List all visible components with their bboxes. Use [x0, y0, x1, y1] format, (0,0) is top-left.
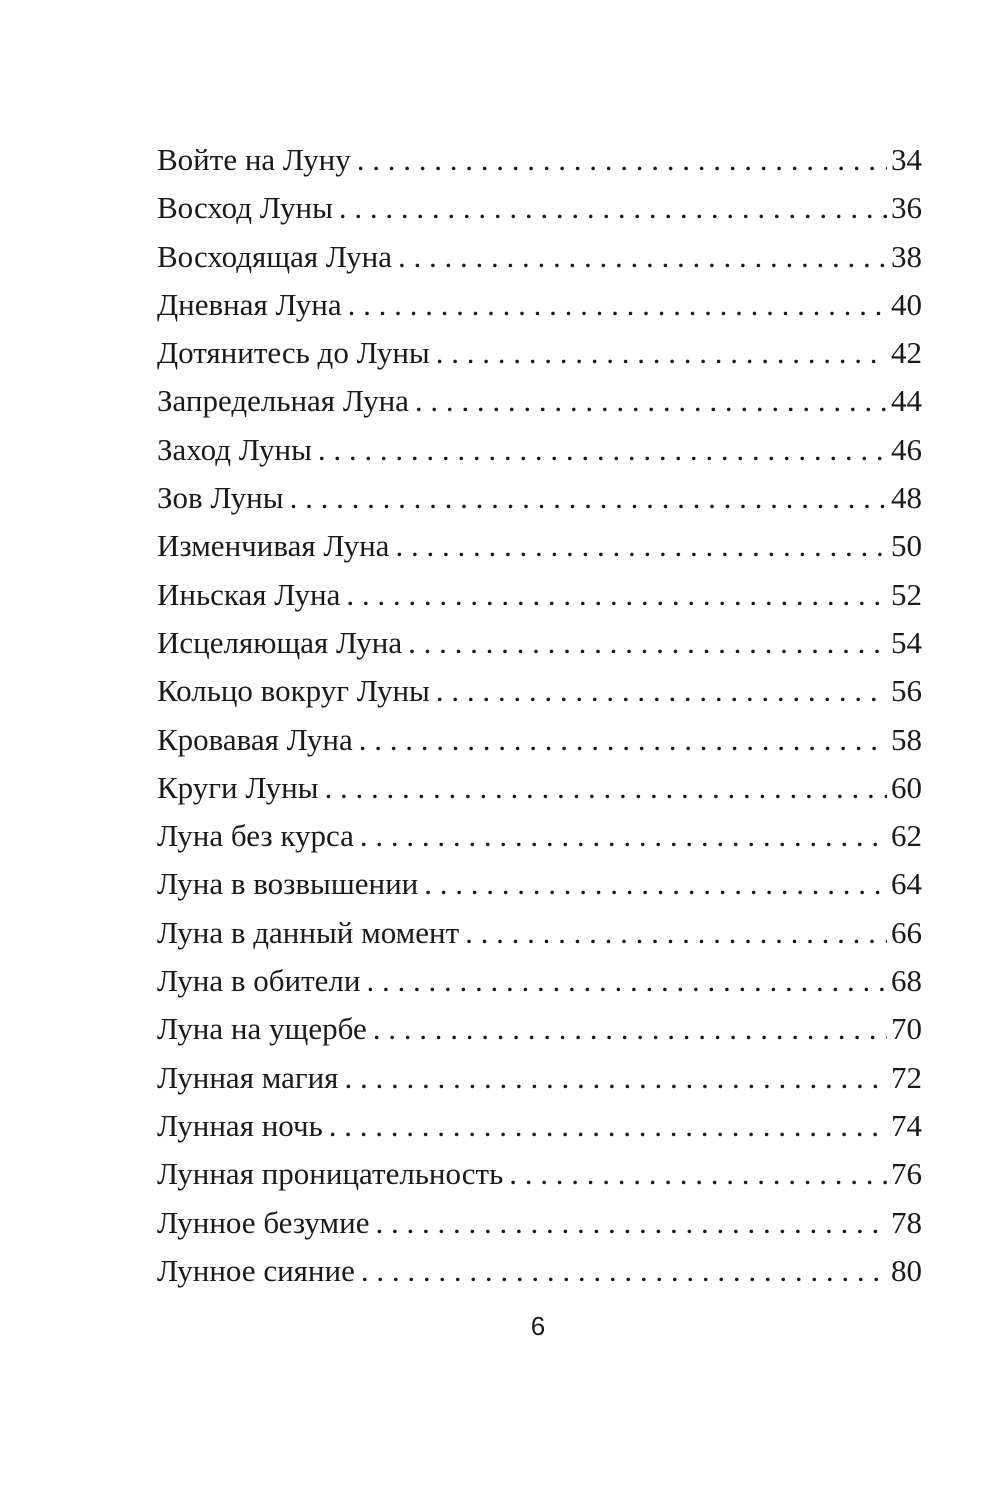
dot-leader — [346, 571, 887, 619]
toc-entry-page: 38 — [891, 238, 922, 274]
toc-entry — [157, 571, 922, 619]
toc-entry-page: 64 — [891, 866, 922, 902]
toc-entry — [157, 233, 922, 281]
toc-entry-title: Луна без курса — [157, 818, 354, 854]
toc-entry-page: 34 — [891, 142, 922, 177]
toc-entry-title: Исцеляющая Луна — [157, 624, 403, 660]
toc-entry-title: Луна в данный момент — [157, 914, 460, 950]
toc-entry-title: Восход Луны — [157, 190, 333, 226]
toc-entry-title: Кольцо вокруг Луны — [157, 673, 430, 709]
toc-entry-page: 40 — [891, 286, 922, 322]
toc-entry-title: Лунная ночь — [157, 1107, 323, 1143]
dot-leader — [509, 1150, 887, 1198]
dot-leader — [465, 909, 887, 957]
toc-entry — [157, 184, 922, 232]
toc-entry-page: 56 — [891, 673, 922, 709]
toc-entry-title: Дневная Луна — [157, 286, 342, 322]
toc-entry — [157, 957, 922, 1005]
toc-entry-page: 44 — [891, 383, 922, 419]
toc-entry-title: Изменчивая Луна — [157, 528, 390, 564]
toc-entry-page: 62 — [891, 818, 922, 854]
toc-entry-title: Луна на ущербе — [157, 1011, 367, 1047]
dot-leader — [375, 1199, 887, 1247]
toc-entry-page: 58 — [891, 721, 922, 757]
toc-entry — [157, 1150, 922, 1198]
toc-entry — [157, 764, 922, 812]
dot-leader — [373, 1005, 887, 1053]
dot-leader — [395, 522, 887, 570]
toc-entry-title: Луна в возвышении — [157, 866, 419, 902]
toc-entry-title: Зов Луны — [157, 480, 284, 516]
page-number: 6 — [530, 1311, 546, 1341]
dot-leader — [357, 136, 887, 184]
toc-entry-page: 50 — [891, 528, 922, 564]
toc-entry — [157, 860, 922, 908]
toc-entry-page: 68 — [891, 963, 922, 999]
toc-entry-title: Лунная магия — [157, 1059, 339, 1095]
toc-entry — [157, 716, 922, 764]
dot-leader — [325, 764, 888, 812]
toc-entry-page: 52 — [891, 576, 922, 612]
toc-entry — [157, 377, 922, 425]
dot-leader — [318, 426, 887, 474]
dot-leader — [415, 377, 887, 425]
toc-entry — [157, 136, 922, 184]
toc-entry — [157, 426, 922, 474]
toc-entry — [157, 1102, 922, 1150]
toc-entry-page: 42 — [891, 335, 922, 371]
dot-leader — [398, 233, 887, 281]
dot-leader — [436, 667, 887, 715]
toc-entry — [157, 667, 922, 715]
toc-entry-page: 74 — [891, 1107, 922, 1143]
dot-leader — [424, 860, 887, 908]
toc-entry-page: 66 — [891, 914, 922, 950]
toc-entry-title: Кровавая Луна — [157, 721, 353, 757]
toc-entry — [157, 909, 922, 957]
dot-leader — [290, 474, 887, 522]
toc-entry — [157, 1005, 922, 1053]
toc-entry-page: 54 — [891, 624, 922, 660]
toc-entry-page: 60 — [891, 769, 922, 805]
toc-entry-title: Войте на Луну — [157, 142, 351, 177]
toc-entry — [157, 812, 922, 860]
dot-leader — [344, 1054, 887, 1102]
toc-entry-title: Иньская Луна — [157, 576, 341, 612]
toc-entry — [157, 474, 922, 522]
toc-entry-title: Лунное безумие — [157, 1204, 370, 1240]
toc-entry — [157, 522, 922, 570]
toc-entry-title: Заход Луны — [157, 431, 312, 467]
dot-leader — [366, 957, 887, 1005]
toc-entry-title: Лунная проницательность — [157, 1156, 504, 1192]
toc-entry-title: Лунное сияние — [157, 1252, 355, 1288]
toc-entry — [157, 619, 922, 667]
dot-leader — [360, 812, 887, 860]
toc-entry-page: 76 — [891, 1156, 922, 1192]
toc-entry — [157, 1247, 922, 1295]
toc-entry-page: 70 — [891, 1011, 922, 1047]
toc-entry — [157, 281, 922, 329]
toc-entry-title: Круги Луны — [157, 769, 319, 805]
toc-entry — [157, 329, 922, 377]
dot-leader — [359, 716, 887, 764]
dot-leader — [348, 281, 887, 329]
toc-entry-title: Восходящая Луна — [157, 238, 392, 274]
dot-leader — [339, 184, 887, 232]
toc-entry-title: Дотянитесь до Луны — [157, 335, 430, 371]
toc-entry — [157, 1054, 922, 1102]
toc-entry — [157, 1199, 922, 1247]
toc-entry-page: 72 — [891, 1059, 922, 1095]
dot-leader — [436, 329, 887, 377]
toc-entry-page: 46 — [891, 431, 922, 467]
dot-leader — [408, 619, 887, 667]
toc-entry-title: Луна в обители — [157, 963, 361, 999]
toc-entry-title: Запредельная Луна — [157, 383, 409, 419]
toc-entry-page: 78 — [891, 1204, 922, 1240]
table-of-contents — [157, 136, 922, 1295]
toc-entry-page: 80 — [891, 1252, 922, 1288]
dot-leader — [361, 1247, 887, 1295]
toc-entry-page: 48 — [891, 480, 922, 516]
toc-entry-page: 36 — [891, 190, 922, 226]
dot-leader — [329, 1102, 887, 1150]
